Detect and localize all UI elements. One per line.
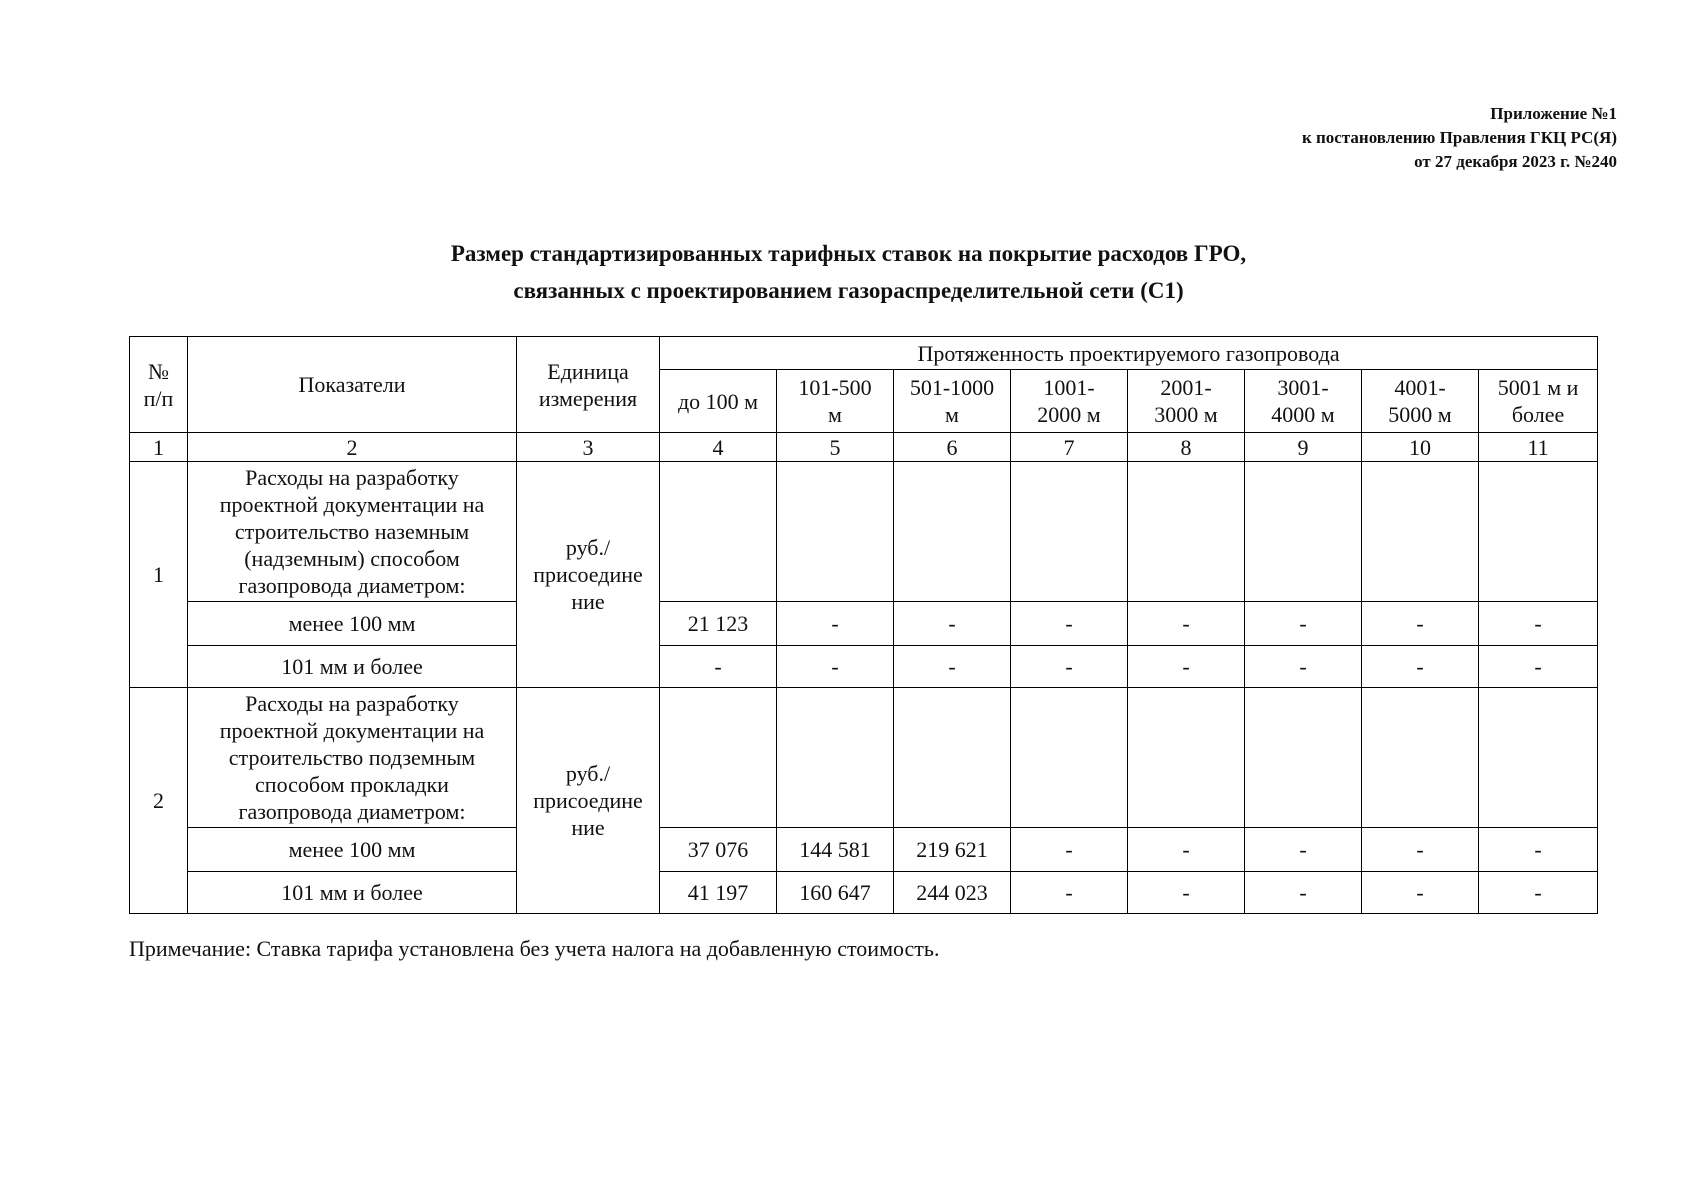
unit-line: руб./	[565, 535, 611, 560]
appendix-header	[1302, 102, 1617, 174]
description-line: строительство наземным	[234, 519, 470, 544]
value-cell: 21 123	[660, 602, 777, 646]
section-description	[188, 688, 517, 828]
tariff-table	[129, 336, 1598, 914]
empty-cell	[894, 688, 1011, 828]
header-range	[1011, 370, 1128, 433]
header-range	[660, 370, 777, 433]
empty-cell	[660, 688, 777, 828]
empty-cell	[1245, 688, 1362, 828]
header-range-line: 101-500	[798, 375, 872, 400]
description-line: способом прокладки	[255, 772, 449, 797]
value-cell: -	[1479, 828, 1598, 872]
header-indicator: Показатели	[188, 337, 517, 433]
empty-cell	[777, 688, 894, 828]
section-unit	[517, 688, 660, 914]
description-line: строительство подземным	[228, 745, 476, 770]
header-num	[130, 337, 188, 433]
value-cell: -	[894, 646, 1011, 688]
row-label: 101 мм и более	[188, 872, 517, 914]
empty-cell	[1362, 688, 1479, 828]
table-row	[130, 872, 1598, 914]
header-range	[1245, 370, 1362, 433]
value-cell: 160 647	[777, 872, 894, 914]
header-range-line: 3001-	[1277, 375, 1329, 400]
row-label: менее 100 мм	[188, 828, 517, 872]
value-cell: -	[1128, 646, 1245, 688]
header-range-line: 5000 м	[1388, 402, 1452, 427]
header-range-line: 1001-	[1043, 375, 1095, 400]
value-cell: 41 197	[660, 872, 777, 914]
description-line: Расходы на разработку	[245, 465, 459, 490]
header-range-line: 4001-	[1394, 375, 1446, 400]
appendix-line-1: Приложение №1	[1490, 104, 1617, 123]
empty-cell	[1362, 462, 1479, 602]
description-line: проектной документации на	[219, 718, 485, 743]
value-cell: 37 076	[660, 828, 777, 872]
description-line: (надземным) способом	[244, 546, 460, 571]
empty-cell	[1128, 462, 1245, 602]
unit-line: ние	[571, 589, 605, 614]
value-cell: -	[1011, 828, 1128, 872]
header-range	[894, 370, 1011, 433]
value-cell: -	[1128, 828, 1245, 872]
header-range-line: до 100 м	[677, 388, 759, 414]
header-range-line: 501-1000	[909, 375, 995, 400]
value-cell: -	[777, 646, 894, 688]
value-cell: 219 621	[894, 828, 1011, 872]
appendix-line-3: от 27 декабря 2023 г. №240	[1414, 152, 1617, 171]
empty-cell	[1128, 688, 1245, 828]
header-range-line: 2001-	[1160, 375, 1212, 400]
section-unit	[517, 462, 660, 688]
unit-line: присоедине	[533, 562, 643, 587]
empty-cell	[1479, 688, 1598, 828]
section-1-description-row	[130, 462, 1598, 602]
header-range	[1128, 370, 1245, 433]
unit-line: ние	[571, 815, 605, 840]
header-range-line: 4000 м	[1271, 402, 1335, 427]
value-cell: -	[1011, 872, 1128, 914]
header-range-line: 5001 м и	[1497, 375, 1579, 400]
unit-line: присоедине	[533, 788, 643, 813]
header-range-line: более	[1511, 402, 1565, 427]
title-line-2: связанных с проектированием газораспределительной сети (С1)	[513, 278, 1184, 303]
appendix-line-2: к постановлению Правления ГКЦ РС(Я)	[1301, 128, 1617, 147]
table-row	[130, 646, 1598, 688]
value-cell: -	[1245, 646, 1362, 688]
value-cell: -	[1011, 646, 1128, 688]
empty-cell	[660, 462, 777, 602]
column-number: 6	[894, 433, 1011, 462]
value-cell: -	[1362, 828, 1479, 872]
header-range	[777, 370, 894, 433]
table-row	[130, 828, 1598, 872]
header-range	[1479, 370, 1598, 433]
row-label: 101 мм и более	[188, 646, 517, 688]
header-length-group: Протяженность проектируемого газопровода	[660, 337, 1598, 370]
column-number: 2	[188, 433, 517, 462]
column-number: 10	[1362, 433, 1479, 462]
value-cell: 144 581	[777, 828, 894, 872]
description-line: Расходы на разработку	[245, 691, 459, 716]
empty-cell	[777, 462, 894, 602]
column-number: 8	[1128, 433, 1245, 462]
header-num-line: №	[148, 358, 169, 384]
description-line: газопровода диаметром:	[238, 799, 466, 824]
header-range-line: м	[945, 402, 959, 427]
value-cell: -	[660, 646, 777, 688]
header-range-line: 3000 м	[1154, 402, 1218, 427]
header-unit-line: Единица	[547, 358, 629, 384]
empty-cell	[894, 462, 1011, 602]
value-cell: -	[1479, 646, 1598, 688]
value-cell: -	[1128, 872, 1245, 914]
header-num-line: п/п	[143, 385, 174, 411]
section-number: 2	[130, 688, 188, 914]
header-unit	[517, 337, 660, 433]
header-range-line: 2000 м	[1037, 402, 1101, 427]
table-row	[130, 602, 1598, 646]
description-line: газопровода диаметром:	[238, 573, 466, 598]
empty-cell	[1011, 462, 1128, 602]
column-number: 1	[130, 433, 188, 462]
empty-cell	[1245, 462, 1362, 602]
empty-cell	[1479, 462, 1598, 602]
value-cell: -	[1245, 872, 1362, 914]
value-cell: 244 023	[894, 872, 1011, 914]
column-number-row	[130, 433, 1598, 462]
column-number: 5	[777, 433, 894, 462]
document-title	[0, 235, 1697, 309]
column-number: 11	[1479, 433, 1598, 462]
description-line: проектной документации на	[219, 492, 485, 517]
section-number: 1	[130, 462, 188, 688]
section-2-description-row	[130, 688, 1598, 828]
value-cell: -	[1362, 602, 1479, 646]
value-cell: -	[1479, 872, 1598, 914]
value-cell: -	[1362, 872, 1479, 914]
value-cell: -	[1245, 828, 1362, 872]
value-cell: -	[1011, 602, 1128, 646]
value-cell: -	[1479, 602, 1598, 646]
column-number: 9	[1245, 433, 1362, 462]
header-range	[1362, 370, 1479, 433]
column-number: 7	[1011, 433, 1128, 462]
row-label: менее 100 мм	[188, 602, 517, 646]
empty-cell	[1011, 688, 1128, 828]
unit-line: руб./	[565, 761, 611, 786]
column-number: 4	[660, 433, 777, 462]
column-number: 3	[517, 433, 660, 462]
value-cell: -	[1245, 602, 1362, 646]
value-cell: -	[1362, 646, 1479, 688]
header-range-line: м	[828, 402, 842, 427]
header-row-1	[130, 337, 1598, 370]
footnote: Примечание: Ставка тарифа установлена без учета налога на добавленную стоимость.	[129, 936, 940, 961]
value-cell: -	[1128, 602, 1245, 646]
title-line-1: Размер стандартизированных тарифных ставок на покрытие расходов ГРО,	[450, 241, 1247, 266]
header-unit-line: измерения	[538, 385, 638, 411]
value-cell: -	[894, 602, 1011, 646]
value-cell: -	[777, 602, 894, 646]
section-description	[188, 462, 517, 602]
